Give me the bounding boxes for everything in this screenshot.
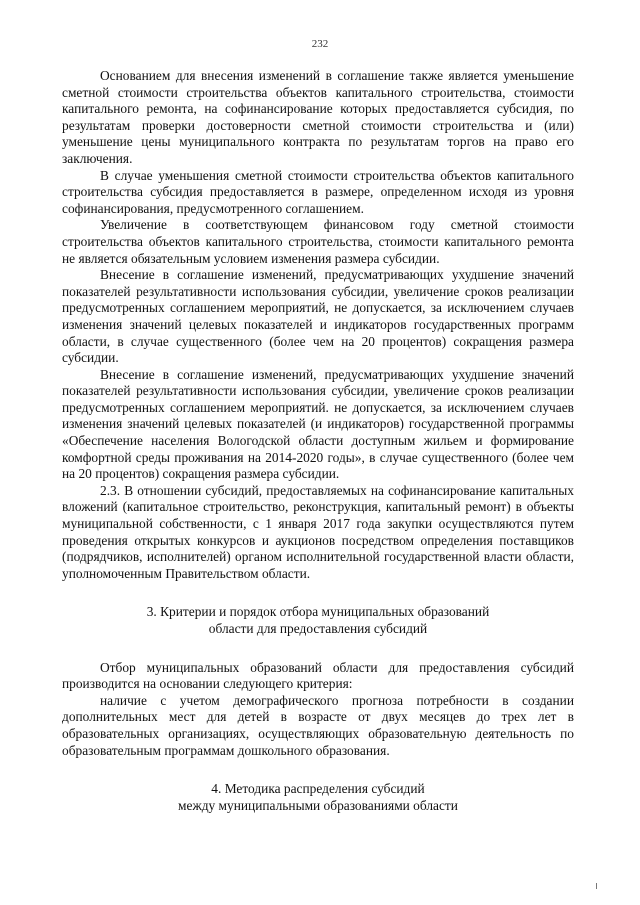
paragraph: наличие с учетом демографического прогноза потребности в создании дополнительных мест для детей в возрасте от двух месяцев до трех лет в образовательных организациях, осуществляющих образовательную деятельность по образовательным программам дошкольного образования. — [62, 692, 574, 758]
paragraph: Увеличение в соответствующем финансовом году сметной стоимости строительства объектов капитального строительства, стоимости капитального ремонта не является обязательным условием изменения размера субсидии. — [62, 217, 574, 266]
page-number: 232 — [311, 38, 329, 50]
document-body — [62, 68, 574, 814]
section-4-heading-line-2: между муниципальными образованиями области — [178, 797, 458, 813]
section-4-heading — [62, 781, 574, 814]
scan-mark — [596, 883, 597, 889]
paragraph: В случае уменьшения сметной стоимости строительства объектов капитального строительства субсидия предоставляется в размере, определенном исходя из уровня софинансирования, предусмотренного соглашением. — [62, 167, 574, 216]
section-3-heading-line-1: 3. Критерии и порядок отбора муниципальных образований — [146, 604, 490, 620]
paragraph: Основанием для внесения изменений в соглашение также является уменьшение сметной стоимости строительства объектов капитального строительства, стоимости капитального ремонта, на софинансирование которых предоставляется субсидия, по результатам проверки достоверности сметной стоимости строительства и (или) уменьшение цены муниципального контракта по результатам торгов на право его заключения. — [62, 68, 574, 166]
paragraph: Отбор муниципальных образований области для предоставления субсидий производится на основании следующего критерия: — [62, 659, 574, 692]
section-2-text — [62, 68, 574, 582]
paragraph: Внесение в соглашение изменений, предусматривающих ухудшение значений показателей результативности использования субсидии, увеличение сроков реализации предусмотренных соглашением мероприятий. не допускается, за исключением случаев изменения значений целевых показателей (и индикаторов) государственной программы «Обеспечение населения Вологодской области доступным жильем и формирование комфортной среды проживания на 2014-2020 годы», в случае существенного (более чем на 20 процентов) сокращения размера субсидии. — [62, 366, 574, 482]
paragraph: 2.3. В отношении субсидий, предоставляемых на софинансирование капитальных вложений (капитальное строительство, реконструкция, капитальный ремонт) в объекты муниципальной собственности, с 1 января 2017 года закупки осуществляются путем проведения открытых конкурсов и аукционов посредством определения поставщиков (подрядчиков, исполнителей) органом исполнительной государственной власти области, уполномоченным Правительством области. — [62, 482, 574, 581]
section-3-heading — [62, 604, 574, 637]
section-3-heading-line-2: области для предоставления субсидий — [208, 621, 428, 636]
section-3-text — [62, 660, 574, 760]
paragraph: Внесение в соглашение изменений, предусматривающих ухудшение значений показателей результативности использования субсидии, увеличение сроков реализации предусмотренных соглашением мероприятий, не допускается, за исключением случаев изменения значений целевых показателей и индикаторов государственных программ области, в случае существенного (более чем на 20 процентов) сокращения размера субсидии. — [62, 267, 574, 366]
section-4-heading-line-1: 4. Методика распределения субсидий — [211, 781, 425, 797]
